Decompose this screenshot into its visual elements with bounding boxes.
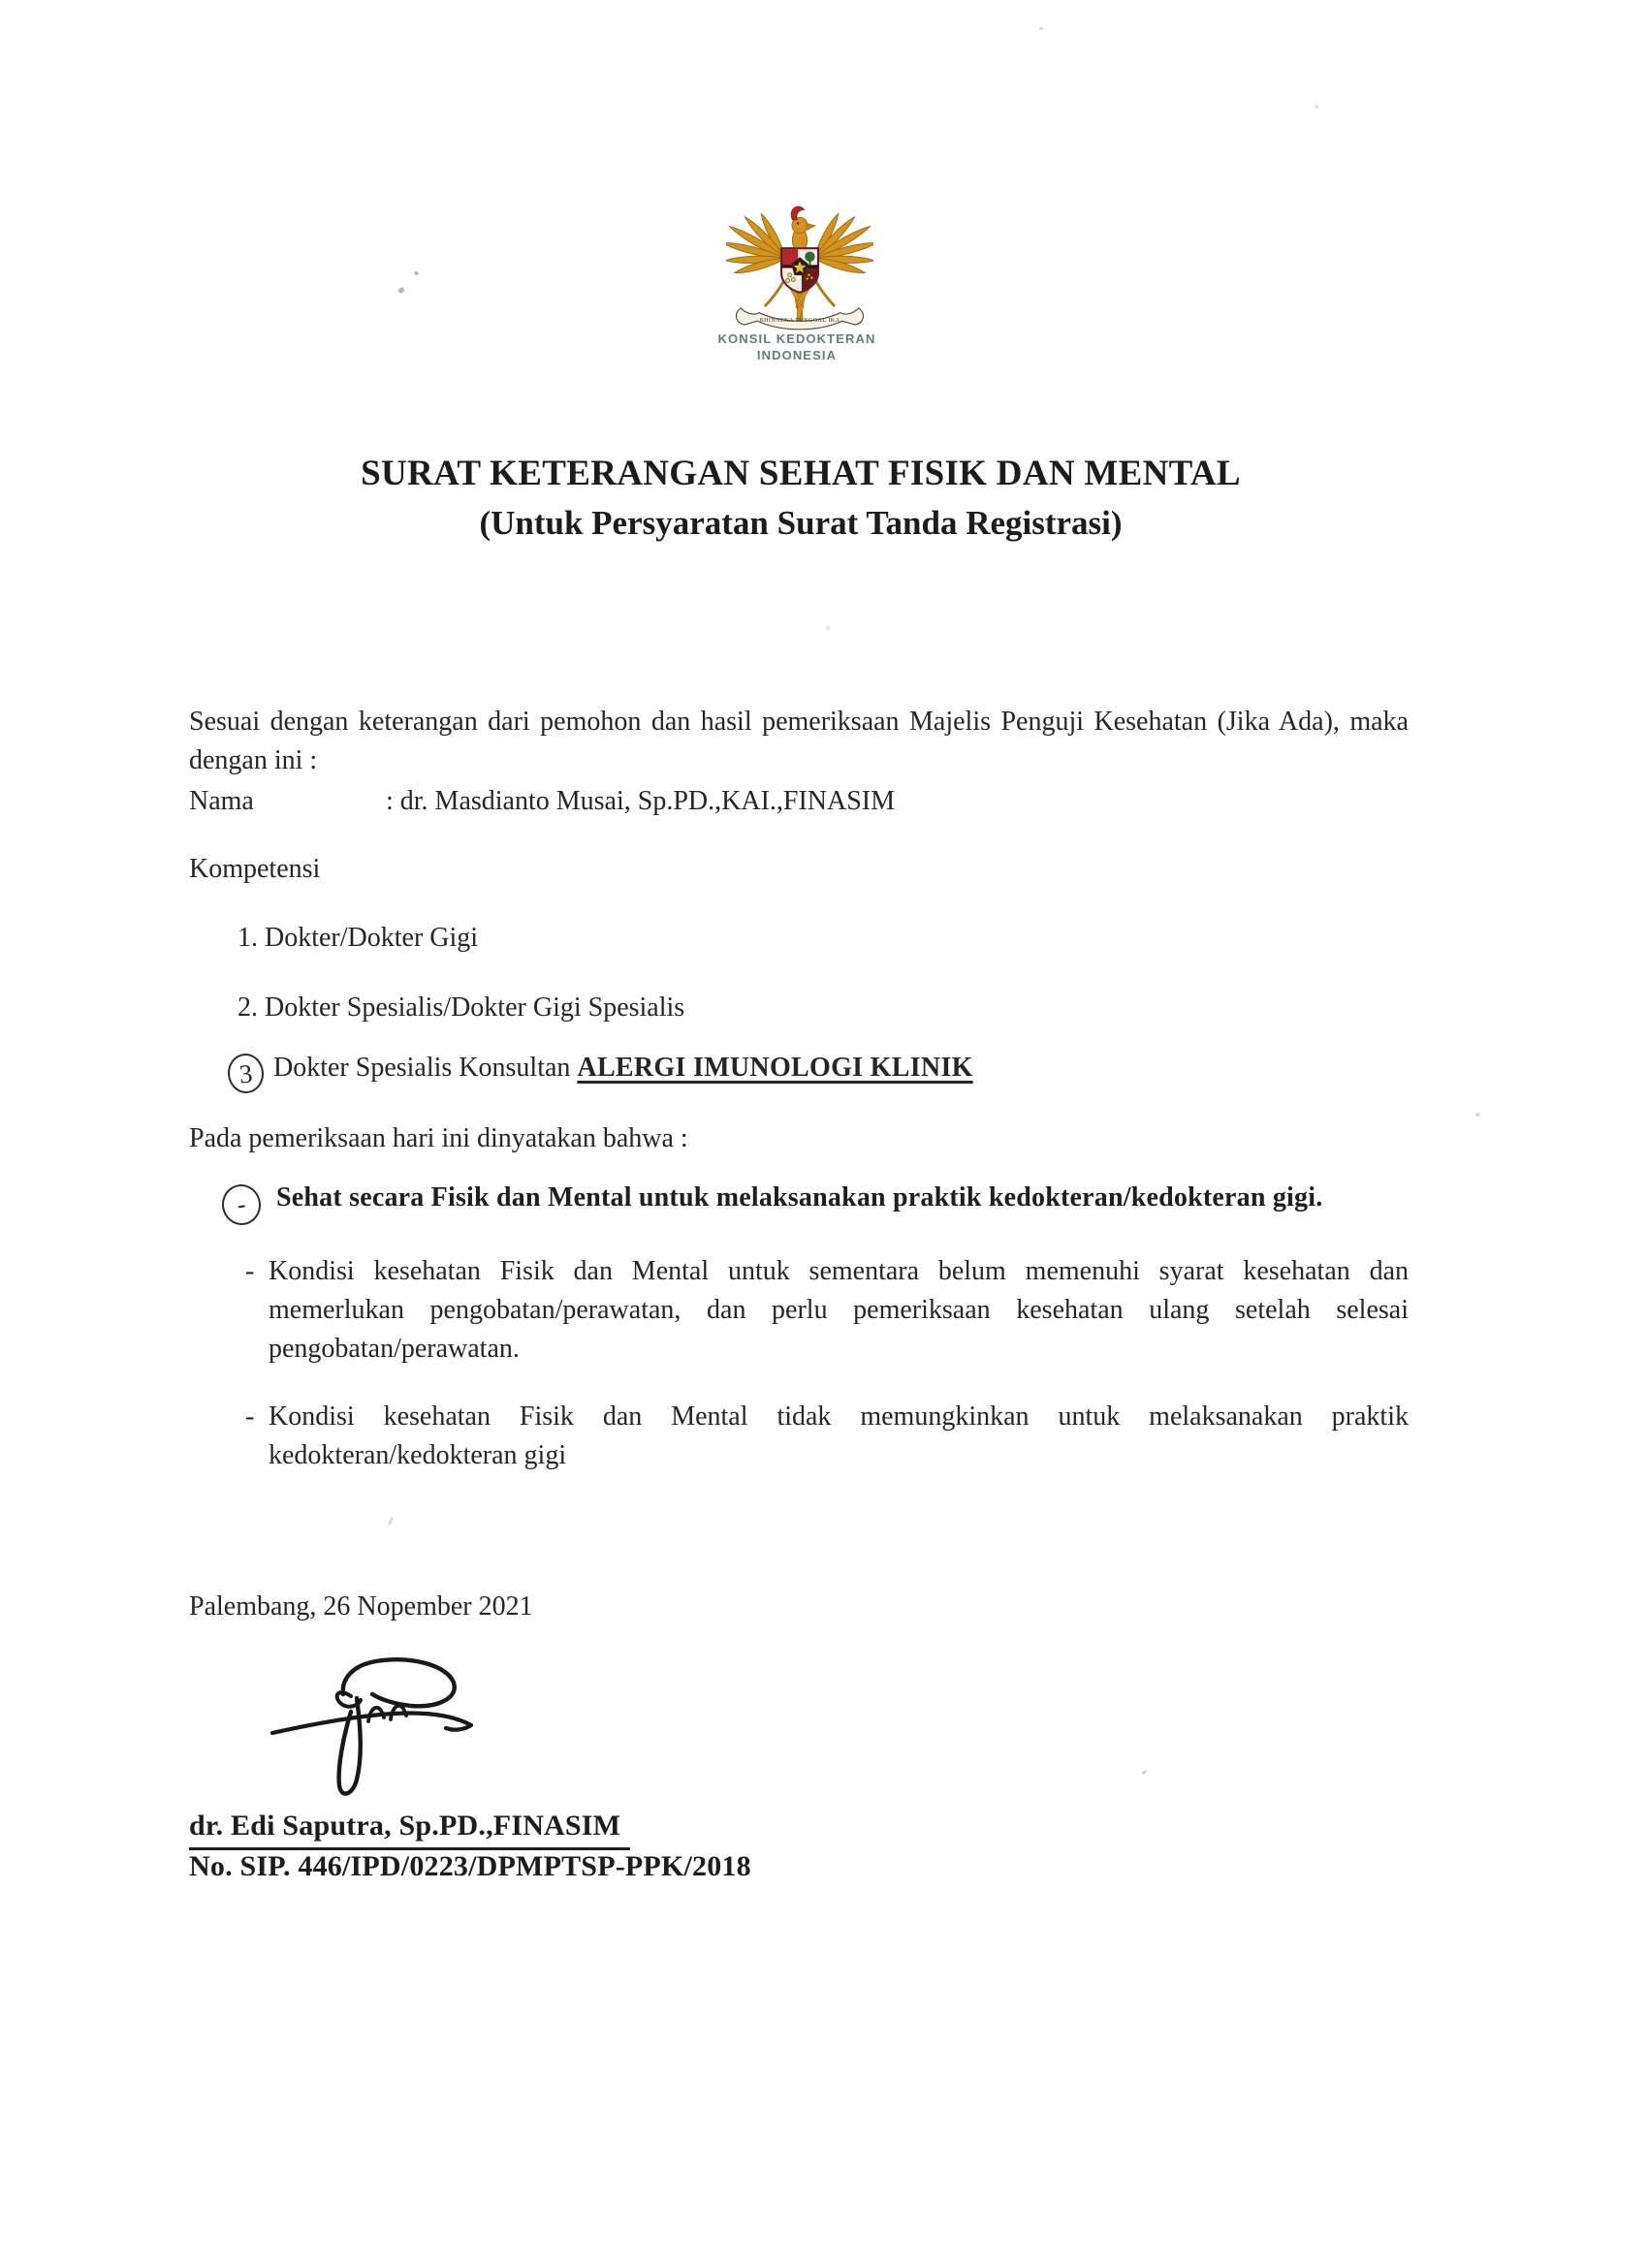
signature-image — [248, 1644, 491, 1818]
letter-subtitle: (Untuk Persyaratan Surat Tanda Registrasi) — [479, 504, 1123, 542]
name-separator: : — [386, 786, 394, 816]
declaration-option-temporary — [189, 1252, 1409, 1369]
name-value: dr. Masdianto Musai, Sp.PD.,KAI.,FINASIM — [399, 786, 896, 816]
circled-number-icon: 3 — [226, 1052, 265, 1094]
declaration-intro: Pada pemeriksaan hari ini dinyatakan bahwa : — [189, 1123, 688, 1153]
org-name-line2: INDONESIA — [756, 348, 838, 362]
intro-paragraph: Sesuai dengan keterangan dari pemohon dan hasil pemeriksaan Majelis Penguji Kesehatan (Jika Ada), maka dengan ini : — [189, 707, 1409, 775]
option-text-healthy: Sehat secara Fisik dan Mental untuk melaksanakan praktik kedokteran/kedokteran gigi. — [276, 1182, 1323, 1213]
letter-title-block — [189, 449, 1412, 548]
competency-number-2: 2. — [238, 992, 258, 1023]
emblem-ribbon-text: BHINNEKA TUNGGAL IKA — [759, 318, 840, 325]
garuda-pancasila-icon — [722, 192, 877, 335]
place-date-line: Palembang, 26 Nopember 2021 — [189, 1591, 533, 1622]
name-label: Nama — [189, 786, 254, 816]
option-text-unfit: Kondisi kesehatan Fisik dan Mental tidak memungkinkan untuk melaksanakan praktik kedokteran/kedokteran gigi — [269, 1402, 1409, 1470]
declaration-option-unfit — [189, 1398, 1409, 1475]
dash-marker-icon: - — [245, 1256, 255, 1286]
scan-speck — [826, 626, 830, 630]
org-name — [651, 331, 942, 363]
circled-dash-icon: - — [219, 1181, 263, 1227]
scan-speck — [1142, 1770, 1148, 1776]
competency-text-2: Dokter Spesialis/Dokter Gigi Spesialis — [265, 992, 685, 1023]
name-row — [189, 782, 1409, 821]
scan-speck — [413, 270, 419, 275]
dash-marker-icon: - — [245, 1402, 255, 1432]
competency-item-1 — [189, 919, 1409, 958]
competency-label: Kompetensi — [189, 854, 321, 884]
competency-text-1: Dokter/Dokter Gigi — [265, 923, 479, 953]
signer-name: dr. Edi Saputra, Sp.PD.,FINASIM — [189, 1807, 1409, 1850]
scan-speck — [397, 287, 405, 295]
declaration-option-healthy — [189, 1179, 1409, 1217]
letter-title: SURAT KETERANGAN SEHAT FISIK DAN MENTAL — [361, 454, 1241, 493]
competency-number-1: 1. — [238, 923, 258, 953]
competency-item-3 — [189, 1049, 1409, 1093]
competency-item-2 — [189, 989, 1409, 1027]
signer-sip: No. SIP. 446/IPD/0223/DPMPTSP-PPK/2018 — [189, 1850, 751, 1882]
scan-speck — [1039, 27, 1043, 30]
option-text-temporary: Kondisi kesehatan Fisik dan Mental untuk sementara belum memenuhi syarat kesehatan dan memerlukan pengobatan/perawatan, dan perlu pemeriksaan kesehatan ulang setelah selesai pengobatan/perawatan. — [269, 1256, 1409, 1364]
competency-text-3: Dokter Spesialis Konsultan — [273, 1053, 578, 1083]
scan-speck — [1315, 105, 1318, 109]
org-name-line1: KONSIL KEDOKTERAN — [717, 331, 876, 346]
scan-speck — [1475, 1113, 1480, 1117]
scan-speck — [388, 1517, 394, 1526]
competency-specialty: ALERGI IMUNOLOGI KLINIK — [577, 1053, 973, 1083]
